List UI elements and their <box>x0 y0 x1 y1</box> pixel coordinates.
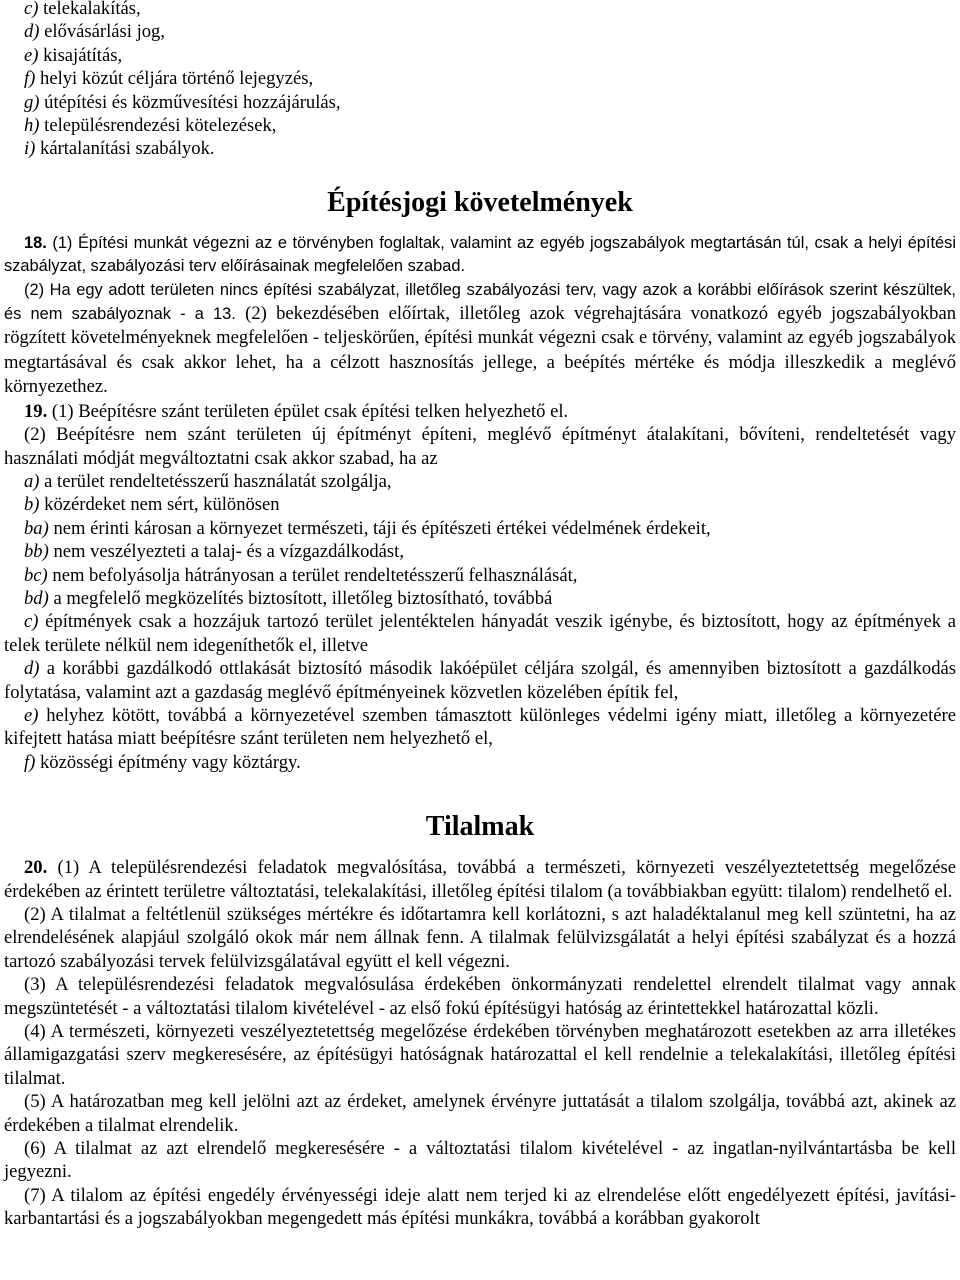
paragraph-18-1: 18. (1) Építési munkát végezni az e törvényben foglaltak, valamint az egyéb jogszabályok megtartásán túl, csak a helyi építési szabályzat, szabályozási terv előírásainak megfelelően szabad. <box>4 233 956 276</box>
paragraph-20-5: (5) A határozatban meg kell jelölni azt az érdeket, amelynek érvényre juttatását a tilalom szolgálja, továbbá azt, akinek az érdekében a tilalmat elrendelik. <box>4 1091 956 1136</box>
paragraph-20-2: (2) A tilalmat a feltétlenül szükséges mértékre és időtartamra kell korlátozni, s azt haladéktalanul meg kell szüntetni, ha az elrendelésének alapjául szolgáló okok már nem állnak fenn. A tilalmak felülvizsgálatát a helyi építési szabályzat és a hozzá tartozó szabályozási tervek felülvizsgálatával együtt el kell végezni. <box>4 904 956 972</box>
list-item: b) közérdeket nem sért, különösen <box>24 494 280 516</box>
list-item: i) kártalanítási szabályok. <box>24 138 215 160</box>
paragraph-18-2: (2) Ha egy adott területen nincs építési szabályzat, illetőleg szabályozási terv, vagy azok a korábbi előírások szerint készültek, és nem szabályoznak - a 13. (2) bekezdésében előírtak, illetőleg azok végrehajtására vonatkozó egyéb jogszabályokban rögzített követelményeknek megfelelően - teljeskörűen, építési munkát végezni csak e törvény, valamint az egyéb jogszabályok megtartásával és csak akkor lehet, ha a célzott hasznosítás jellege, a beépítés mértéke és módja illeszkedik a meglévő környezethez. <box>4 280 956 398</box>
list-item: bb) nem veszélyezteti a talaj- és a vízgazdálkodást, <box>24 541 404 563</box>
section-heading-requirements: Építésjogi követelmények <box>327 186 633 218</box>
top-list <box>4 0 956 161</box>
list-item-e: e) helyhez kötött, továbbá a környezetével szemben támasztott különleges védelmi igény miatt, illetőleg a környezetére kifejtett hatása miatt beépítésre szánt területen nem helyezhető el, <box>4 704 956 750</box>
list-item: h) településrendezési kötelezések, <box>24 115 277 137</box>
list-item: e) kisajátítás, <box>24 44 123 66</box>
paragraph-20-3: (3) A településrendezési feladatok megvalósulása érdekében önkormányzati rendelettel elrendelt tilalmat vagy annak megszüntetését - a változtatási tilalom kivételével - az első fokú építésügyi hatóság az érintettekkel határozattal közli. <box>4 974 956 1019</box>
list-item: bc) nem befolyásolja hátrányosan a terület rendeltetésszerű felhasználását, <box>24 564 578 586</box>
list-item: bd) a megfelelő megközelítés biztosított, illetőleg biztosítható, továbbá <box>24 587 553 609</box>
list-item: a) a terület rendeltetésszerű használatát szolgálja, <box>24 470 392 492</box>
section-heading-prohibitions: Tilalmak <box>425 811 535 843</box>
list-item: c) telekalakítás, <box>24 0 141 19</box>
paragraph-19-1: 19. (1) Beépítésre szánt területen épület csak építési telken helyezhető el. <box>24 400 569 422</box>
list-item-d: d) a korábbi gazdálkodó ottlakását biztosító második lakóépület céljára szolgál, és amennyiben biztosított a gazdálkodás folytatása, valamint azt a gazdaság meglévő építményeinek közvetlen közelében építik fel, <box>4 658 956 703</box>
list-item-c: c) építmények csak a hozzájuk tartozó terület jelentéktelen hányadát veszik igénybe, és biztosított, hogy az építmények a telek területe nélkül nem idegeníthetők el, illetve <box>4 611 956 656</box>
list-item: d) elővásárlási jog, <box>24 21 165 43</box>
list-item: ba) nem érinti károsan a környezet természeti, táji és építészeti értékei védelmének érdekeit, <box>24 517 711 539</box>
paragraph-20-1: 20. (1) A településrendezési feladatok megvalósítása, továbbá a természeti, környezeti veszélyeztetettség megelőzése érdekében az érintett területre változtatási, telekalakítási, illetőleg építési tilalom (a továbbiakban együtt: tilalom) rendelhető el. <box>4 857 956 902</box>
paragraph-20-6: (6) A tilalmat az azt elrendelő megkeresésére - a változtatási tilalom kivételével - az ingatlan-nyilvántartásba be kell jegyezni. <box>4 1138 956 1183</box>
list-item: g) útépítési és közművesítési hozzájárulás, <box>24 91 341 113</box>
paragraph-19-2: (2) Beépítésre nem szánt területen új építményt építeni, meglévő építményt átalakítani, bővíteni, rendeltetését vagy használati módját megváltoztatni csak akkor szabad, ha az <box>4 424 956 469</box>
document-page <box>4 0 956 1231</box>
list-item: f) helyi közút céljára történő lejegyzés, <box>24 68 314 90</box>
paragraph-20-4: (4) A természeti, környezeti veszélyeztetettség megelőzése érdekében törvényben meghatározott esetekben az arra illetékes államigazgatási szerv megkeresésére, az építésügyi hatóságnak határozattal el kell rendelnie a telekalakítási, illetőleg építési tilalmat. <box>4 1021 956 1089</box>
paragraph-20-7: (7) A tilalom az építési engedély érvényességi ideje alatt nem terjed ki az elrendelése előtt engedélyezett építési, javítási-karbantartási és a jogszabályokban megengedett más építési munkákra, továbbá a korábban gyakorolt <box>4 1184 956 1230</box>
list-item-f: f) közösségi építmény vagy köztárgy. <box>24 751 301 773</box>
